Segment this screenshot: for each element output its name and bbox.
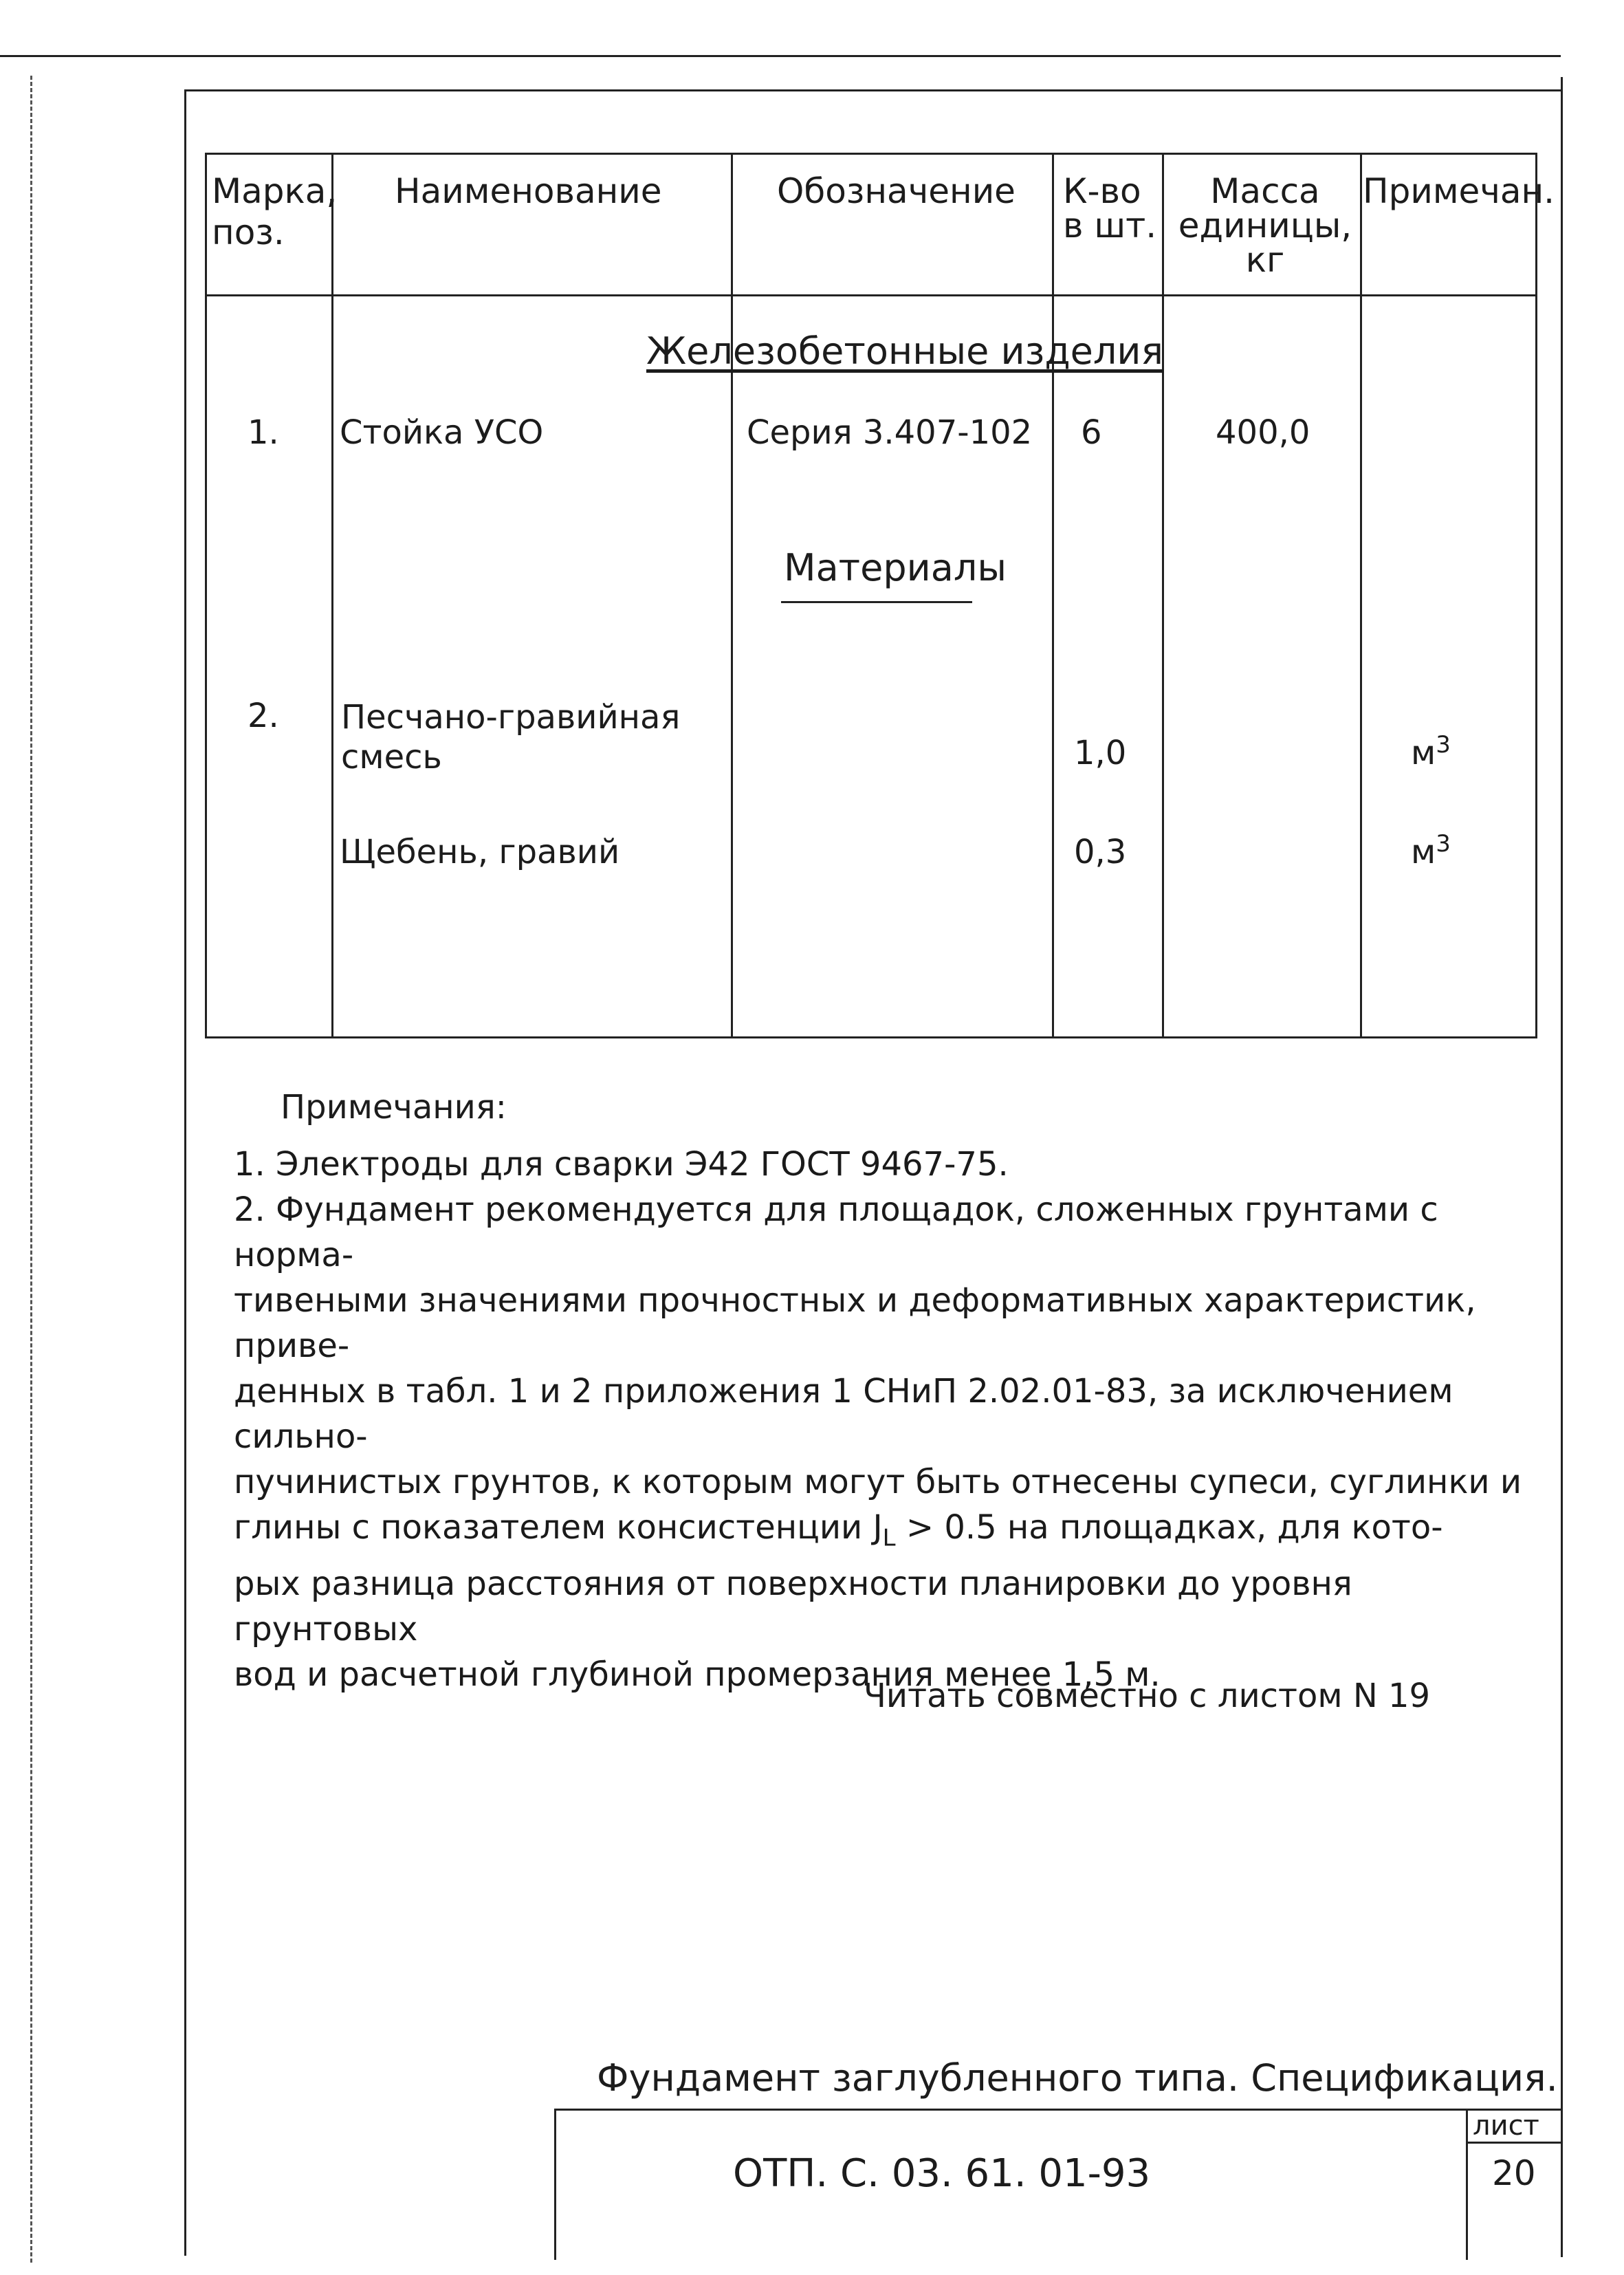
row3-name: Щебень, гравий xyxy=(340,833,620,871)
header-qty-line1: К-во xyxy=(1063,171,1141,211)
row1-mass: 400,0 xyxy=(1216,413,1310,452)
row3-unit-base: м xyxy=(1411,833,1436,871)
note-2-line6: рых разница расстояния от поверхности планировки до уровня грунтовых xyxy=(234,1564,1352,1648)
header-note: Примечан. xyxy=(1363,171,1555,211)
col-sep-5 xyxy=(1360,153,1362,1038)
section-title-concrete: Железобетонные изделия xyxy=(646,329,1163,373)
header-qty xyxy=(1063,171,1156,246)
frame-top-line xyxy=(184,89,1562,91)
frame-left-line xyxy=(184,89,186,2256)
drawing-code: ОТП. С. 03. 61. 01-93 xyxy=(733,2151,1151,2196)
header-mark-line1: Марка, xyxy=(212,171,338,211)
sheet-number: 20 xyxy=(1492,2153,1536,2193)
sheet-label: лист xyxy=(1473,2110,1539,2142)
note-2-line4: пучинистых грунтов, к которым могут быть отнесены супеси, суглинки и xyxy=(234,1463,1522,1501)
row1-designation: Серия 3.407-102 xyxy=(747,413,1033,452)
section-title-materials: Материалы xyxy=(784,546,1007,589)
stamp-top-line xyxy=(554,2109,1562,2111)
table-header-divider xyxy=(205,294,1537,296)
row2-name-line1: Песчано-гравийная xyxy=(341,698,681,737)
drawing-title: Фундамент заглубленного типа. Спецификация. xyxy=(597,2056,1558,2100)
col-sep-3 xyxy=(1052,153,1054,1038)
header-mark xyxy=(212,171,337,253)
header-qty-line2: в шт. xyxy=(1063,206,1157,246)
stamp-left-line xyxy=(554,2109,556,2260)
col-sep-1 xyxy=(331,153,333,1038)
header-name: Наименование xyxy=(395,171,662,211)
note-2-line1: 2. Фундамент рекомендуется для площадок, сложенных грунтами с норма- xyxy=(234,1190,1438,1274)
header-mass xyxy=(1177,171,1353,281)
specification-table xyxy=(205,153,1537,1038)
note-2-line2: тивеными значениями прочностных и деформативных характеристик, приве- xyxy=(234,1281,1476,1365)
binding-margin-line xyxy=(30,76,32,2263)
row1-qty: 6 xyxy=(1081,413,1102,452)
section-materials-underline xyxy=(781,601,972,603)
note-2-line5-sub: L xyxy=(882,1524,896,1552)
note-2-line3: денных в табл. 1 и 2 приложения 1 СНиП 2.02.01-83, за исключением сильно- xyxy=(234,1372,1453,1456)
note-2-line7: вод и расчетной глубиной промерзания менее 1,5 м. xyxy=(234,1655,1161,1694)
row3-qty: 0,3 xyxy=(1074,833,1127,871)
stamp-sheet-sep xyxy=(1466,2109,1468,2260)
note-2-line5 xyxy=(234,1505,1526,1561)
row2-name-line2: смесь xyxy=(341,738,442,776)
col-sep-4 xyxy=(1162,153,1164,1038)
row2-unit-exp: 3 xyxy=(1436,731,1451,759)
row2-mark: 2. xyxy=(248,697,279,735)
stamp-sheet-label-line xyxy=(1466,2142,1562,2144)
header-mass-line1: Масса xyxy=(1210,171,1320,211)
frame-right-line xyxy=(1561,77,1563,2257)
row3-unit xyxy=(1411,832,1451,872)
note-2-line5-a: глины с показателем консистенции J xyxy=(234,1508,883,1547)
row1-mark: 1. xyxy=(248,413,279,452)
row2-qty: 1,0 xyxy=(1074,734,1127,772)
row2-name xyxy=(341,697,680,777)
header-designation: Обозначение xyxy=(777,171,1016,211)
row2-unit xyxy=(1411,733,1451,773)
read-together-note: Читать совместно с листом N 19 xyxy=(864,1677,1431,1715)
note-2-line5-b: > 0.5 на площадках, для кото- xyxy=(895,1508,1443,1547)
col-sep-2 xyxy=(731,153,733,1038)
notes-body xyxy=(234,1142,1526,1697)
header-mass-line2: единицы, xyxy=(1178,206,1352,246)
header-mass-line3: кг xyxy=(1245,240,1285,280)
top-border-line xyxy=(0,55,1561,57)
row3-unit-exp: 3 xyxy=(1436,830,1451,858)
notes-title: Примечания: xyxy=(281,1088,507,1126)
note-1: 1. Электроды для сварки Э42 ГОСТ 9467-75. xyxy=(234,1145,1009,1184)
row1-name: Стойка УСО xyxy=(340,413,544,452)
header-mark-line2: поз. xyxy=(212,213,285,252)
row2-unit-base: м xyxy=(1411,734,1436,772)
